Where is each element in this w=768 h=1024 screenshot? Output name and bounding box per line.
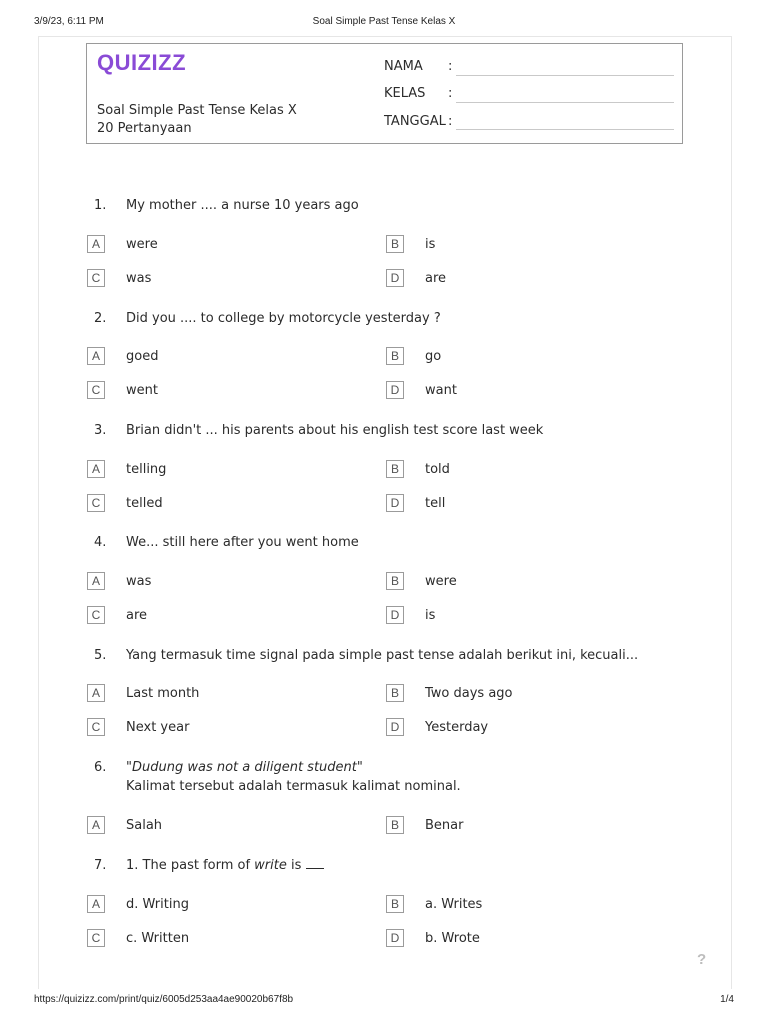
question-number: 3.: [94, 423, 107, 438]
question-text: Yang termasuk time signal pada simple past tense adalah berikut ini, kecuali...: [126, 648, 639, 663]
option-letter-box: B: [386, 684, 404, 702]
print-header: [34, 16, 734, 30]
option-text: telling: [126, 462, 167, 477]
question-text: [126, 758, 461, 796]
class-field-label: KELAS: [384, 86, 426, 101]
quizizz-logo: QUIZIZZ: [97, 50, 187, 75]
option-letter-box: B: [386, 347, 404, 365]
question-text: Brian didn't ... his parents about his english test score last week: [126, 423, 544, 438]
option-letter-box: C: [87, 494, 105, 512]
option-text: were: [126, 237, 158, 252]
quiz-header-box: [86, 43, 683, 144]
question-number: 4.: [94, 535, 107, 550]
name-field-colon: :: [448, 59, 453, 74]
option-letter-box: B: [386, 572, 404, 590]
option-letter-box: D: [386, 606, 404, 624]
answer-blank: [306, 857, 324, 869]
option-text: was: [126, 574, 152, 589]
option-text: telled: [126, 496, 163, 511]
date-field-colon: :: [448, 114, 453, 129]
option-letter-box: D: [386, 269, 404, 287]
option-text: b. Wrote: [425, 931, 480, 946]
question-count: 20 Pertanyaan: [97, 121, 192, 136]
option-text: want: [425, 383, 457, 398]
option-letter-box: B: [386, 816, 404, 834]
question-number: 7.: [94, 858, 107, 873]
option-text: are: [126, 608, 148, 623]
option-text: Yesterday: [425, 720, 489, 735]
print-footer: [34, 994, 734, 1008]
option-letter-box: C: [87, 606, 105, 624]
option-text: Benar: [425, 818, 464, 833]
question-text: [126, 856, 324, 875]
option-text: tell: [425, 496, 446, 511]
question-number: 5.: [94, 648, 107, 663]
option-letter-box: A: [87, 347, 105, 365]
option-letter-box: C: [87, 718, 105, 736]
option-letter-box: B: [386, 895, 404, 913]
option-letter-box: A: [87, 895, 105, 913]
print-title: Soal Simple Past Tense Kelas X: [312, 16, 456, 27]
option-text: c. Written: [126, 931, 190, 946]
question-text: Did you .... to college by motorcycle yesterday ?: [126, 311, 441, 326]
date-field-line[interactable]: [456, 129, 674, 130]
question-line2: Kalimat tersebut adalah termasuk kalimat nominal.: [126, 779, 461, 794]
option-text: d. Writing: [126, 897, 189, 912]
option-text: went: [126, 383, 158, 398]
option-text: were: [425, 574, 457, 589]
page-number: 1/4: [720, 994, 734, 1005]
question-keyword: write: [254, 858, 287, 873]
option-text: are: [425, 271, 447, 286]
option-letter-box: A: [87, 684, 105, 702]
question-number: 6.: [94, 760, 107, 775]
option-letter-box: D: [386, 929, 404, 947]
option-text: was: [126, 271, 152, 286]
quiz-title: Soal Simple Past Tense Kelas X: [97, 103, 297, 118]
name-field-label: NAMA: [384, 59, 423, 74]
option-letter-box: C: [87, 269, 105, 287]
question-text: My mother .... a nurse 10 years ago: [126, 198, 359, 213]
option-letter-box: D: [386, 718, 404, 736]
class-field-colon: :: [448, 86, 453, 101]
date-field-label: TANGGAL: [384, 114, 446, 129]
option-letter-box: A: [87, 460, 105, 478]
option-letter-box: A: [87, 572, 105, 590]
option-text: a. Writes: [425, 897, 483, 912]
option-text: Next year: [126, 720, 190, 735]
option-letter-box: D: [386, 494, 404, 512]
option-letter-box: C: [87, 381, 105, 399]
print-url: https://quizizz.com/print/quiz/6005d253aa4ae90020b67f8b: [34, 994, 294, 1005]
option-text: goed: [126, 349, 159, 364]
option-letter-box: A: [87, 235, 105, 253]
option-letter-box: C: [87, 929, 105, 947]
quiz-sheet: [38, 36, 732, 989]
option-letter-box: B: [386, 460, 404, 478]
print-datetime: 3/9/23, 6:11 PM: [34, 16, 104, 27]
question-number: 2.: [94, 311, 107, 326]
help-icon[interactable]: ?: [697, 951, 707, 968]
option-text: told: [425, 462, 450, 477]
option-text: is: [425, 608, 436, 623]
option-text: Last month: [126, 686, 200, 701]
option-text: go: [425, 349, 442, 364]
option-letter-box: D: [386, 381, 404, 399]
option-letter-box: B: [386, 235, 404, 253]
question-text: We... still here after you went home: [126, 535, 359, 550]
option-text: Salah: [126, 818, 163, 833]
question-suffix: is: [286, 858, 306, 873]
question-number: 1.: [94, 198, 107, 213]
option-letter-box: A: [87, 816, 105, 834]
class-field-line[interactable]: [456, 102, 674, 103]
question-quote: "Dudung was not a diligent student": [126, 760, 363, 775]
name-field-line[interactable]: [456, 75, 674, 76]
option-text: is: [425, 237, 436, 252]
option-text: Two days ago: [425, 686, 513, 701]
question-prefix: 1. The past form of: [126, 858, 255, 873]
